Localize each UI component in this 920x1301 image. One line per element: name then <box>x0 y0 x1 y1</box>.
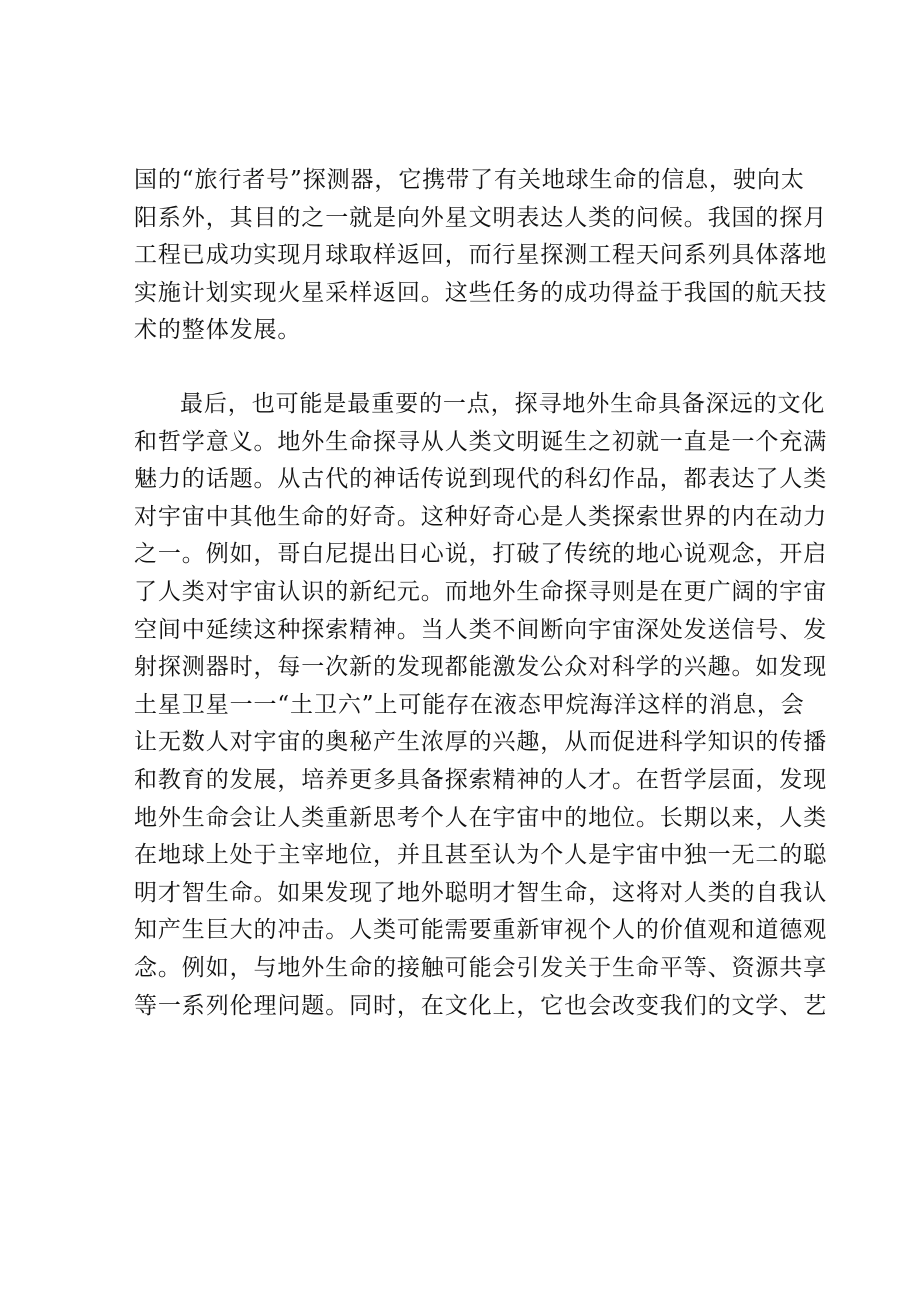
paragraph-line: 空间中延续这种探索精神。当人类不间断向宇宙深处发送信号、发 <box>134 616 828 643</box>
paragraph-line: 在地球上处于主宰地位，并且甚至认为个人是宇宙中独一无二的聪 <box>134 842 828 869</box>
paragraph-line: 魅力的话题。从古代的神话传说到现代的科幻作品，都表达了人类 <box>134 466 828 493</box>
paragraph-line: 明才智生命。如果发现了地外聪明才智生命，这将对人类的自我认 <box>134 879 828 906</box>
paragraph-line: 射探测器时，每一次新的发现都能激发公众对科学的兴趣。如发现 <box>134 654 828 681</box>
paragraph-line: 和哲学意义。地外生命探寻从人类文明诞生之初就一直是一个充满 <box>134 428 828 455</box>
paragraph-line: 术的整体发展。 <box>134 317 302 344</box>
paragraph-line: 了人类对宇宙认识的新纪元。而地外生命探寻则是在更广阔的宇宙 <box>134 578 828 605</box>
paragraph-1 <box>134 162 828 350</box>
paragraph-line: 工程已成功实现月球取样返回，而行星探测工程天问系列具体落地 <box>134 242 828 269</box>
paragraph-line: 地外生命会让人类重新思考个人在宇宙中的地位。长期以来，人类 <box>134 804 828 831</box>
paragraph-line: 实施计划实现火星采样返回。这些任务的成功得益于我国的航天技 <box>134 279 828 306</box>
paragraph-line: 对宇宙中其他生命的好奇。这种好奇心是人类探索世界的内在动力 <box>134 503 828 530</box>
paragraph-line: 阳系外，其目的之一就是向外星文明表达人类的问候。我国的探月 <box>134 204 828 231</box>
paragraph-line: 念。例如，与地外生命的接触可能会引发关于生命平等、资源共享 <box>134 954 828 981</box>
paragraph-line: 最后，也可能是最重要的一点，探寻地外生命具备深远的文化 <box>180 391 826 417</box>
paragraph-line: 让无数人对宇宙的奥秘产生浓厚的兴趣，从而促进科学知识的传播 <box>134 729 828 756</box>
paragraph-line: 知产生巨大的冲击。人类可能需要重新审视个人的价值观和道德观 <box>134 917 828 944</box>
paragraph-line: 和教育的发展，培养更多具备探索精神的人才。在哲学层面，发现 <box>134 766 828 793</box>
paragraph-line: 之一。例如，哥白尼提出日心说，打破了传统的地心说观念，开启 <box>134 541 828 568</box>
paragraph-2 <box>134 386 828 1025</box>
paragraph-line: 等一系列伦理问题。同时，在文化上，它也会改变我们的文学、艺 <box>134 992 828 1019</box>
paragraph-line: 国的“旅行者号”探测器，它携带了有关地球生命的信息，驶向太 <box>134 167 805 193</box>
paragraph-line: 土星卫星一一“土卫六”上可能存在液态甲烷海洋这样的消息，会 <box>134 691 805 718</box>
